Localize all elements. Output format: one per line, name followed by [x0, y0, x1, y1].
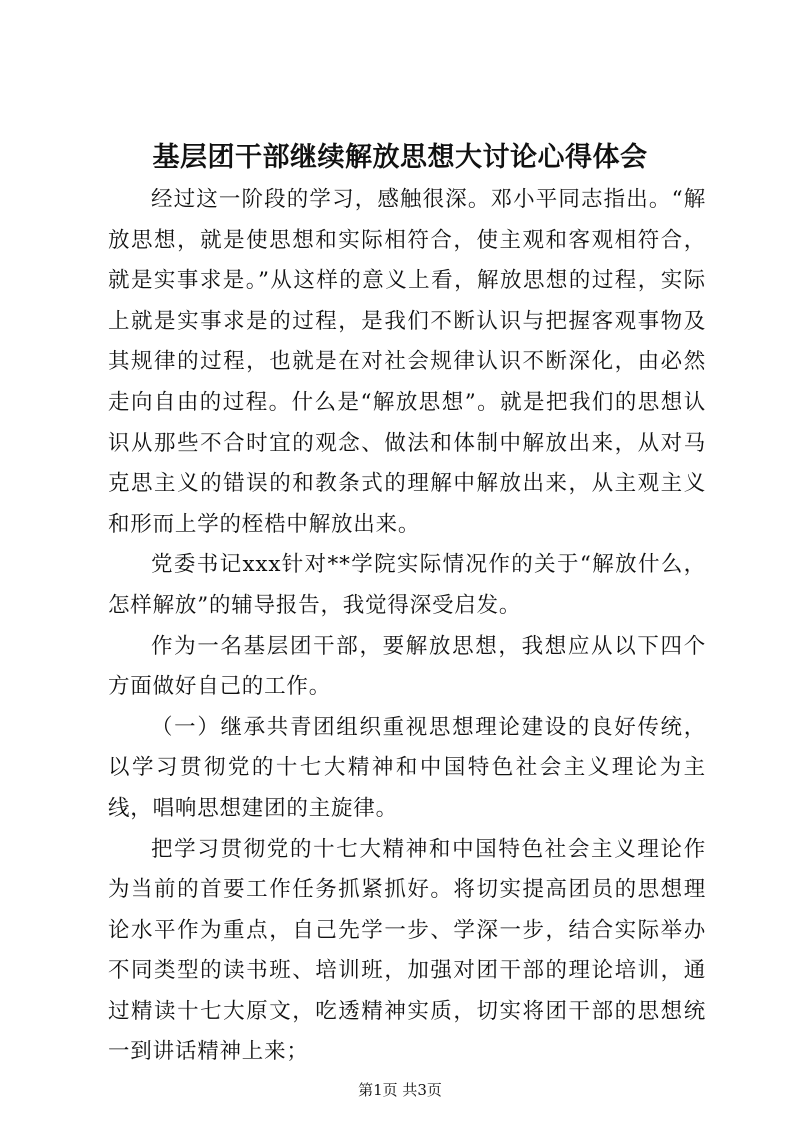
paragraph: 把学习贯彻党的十七大精神和中国特色社会主义理论作为当前的首要工作任务抓紧抓好。将切实提高团员的思想理论水平作为重点，自己先学一步、学深一步，结合实际举办不同类型的读书班、培训班，加强对团干部的理论培训，通过精读十七大原文，吃透精神实质，切实将团干部的思想统一到讲话精神上来； — [108, 836, 706, 1065]
paragraph: 经过这一阶段的学习，感触很深。邓小平同志指出。“解放思想，就是使思想和实际相符合，使主观和客观相符合，就是实事求是。”从这样的意义上看，解放思想的过程，实际上就是实事求是的过程，是我们不断认识与把握客观事物及其规律的过程，也就是在对社会规律认识不断深化，由必然走向自由的过程。什么是“解放思想”。就是把我们的思想认识从那些不合时宜的观念、做法和体制中解放出来，从对马克思主义的错误的和教条式的理解中解放出来，从主观主义和形而上学的桎梏中解放出来。 — [108, 187, 706, 537]
page-footer: 第1页 共3页 — [358, 1081, 442, 1099]
document-body — [108, 180, 706, 1073]
paragraph: 党委书记xxx针对**学院实际情况作的关于“解放什么，怎样解放”的辅导报告，我觉得深受启发。 — [108, 552, 706, 618]
paragraph: 作为一名基层团干部，要解放思想，我想应从以下四个方面做好自己的工作。 — [108, 633, 706, 700]
document-title: 基层团干部继续解放思想大讨论心得体会 — [152, 142, 648, 173]
paragraph: （一）继承共青团组织重视思想理论建设的良好传统，以学习贯彻党的十七大精神和中国特色社会主义理论为主线，唱响思想建团的主旋律。 — [108, 714, 706, 821]
